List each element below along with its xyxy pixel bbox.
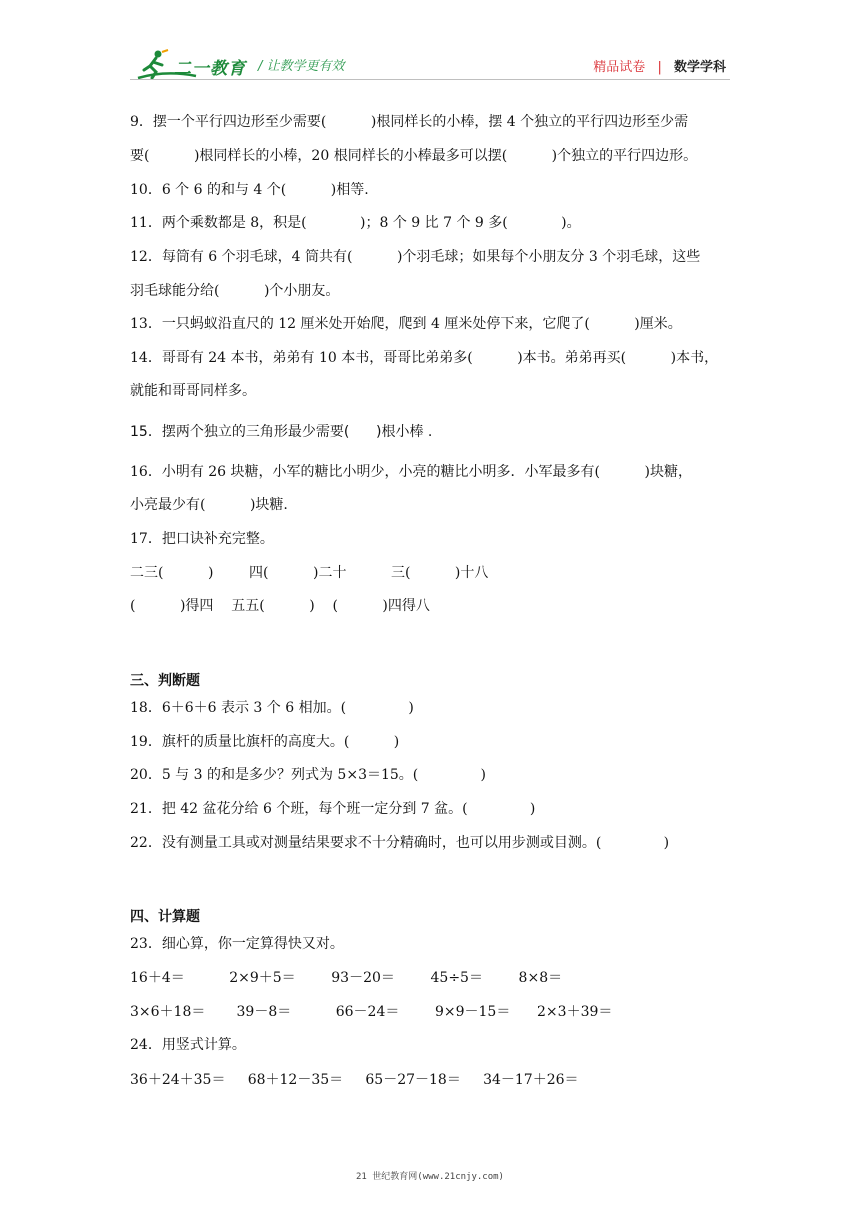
question-12-line1: 12．每筒有 6 个羽毛球，4 筒共有( )个羽毛球；如果每个小朋友分 3 个羽毛球，这些	[130, 249, 701, 265]
question-22: 22．没有测量工具或对测量结果要求不十分精确时，也可以用步测或目测。( )	[130, 835, 670, 851]
question-24: 24．用竖式计算。	[130, 1037, 246, 1053]
question-9-line1: 9．摆一个平行四边形至少需要( )根同样长的小棒，摆 4 个独立的平行四边形至少需	[130, 114, 689, 130]
tag-premium-paper: 精品试卷	[593, 60, 646, 75]
tag-separator: |	[657, 60, 662, 75]
question-23: 23．细心算，你一定算得快又对。	[130, 936, 344, 952]
question-14-line2: 就能和哥哥同样多。	[130, 383, 256, 399]
question-10: 10．6 个 6 的和与 4 个( )相等.	[130, 182, 369, 198]
page-header	[0, 0, 860, 90]
question-19: 19．旗杆的质量比旗杆的高度大。( )	[130, 734, 400, 750]
question-17-row1: 二三( ) 四( )二十 三( )十八	[130, 565, 489, 581]
question-12-line2: 羽毛球能分给( )个小朋友。	[130, 283, 340, 299]
question-20: 20．5 与 3 的和是多少？列式为 5×3＝15。( )	[130, 767, 487, 783]
question-17: 17．把口诀补充完整。	[130, 531, 274, 547]
question-16-line2: 小亮最少有( )块糖.	[130, 497, 288, 513]
brand-name: 二一教育	[174, 59, 246, 79]
section-heading-judge: 三、判断题	[130, 673, 200, 689]
question-18: 18．6＋6＋6 表示 3 个 6 相加。( )	[130, 700, 414, 716]
question-13: 13．一只蚂蚁沿直尺的 12 厘米处开始爬，爬到 4 厘米处停下来，它爬了( )厘米。	[130, 316, 682, 332]
question-9-line2: 要( )根同样长的小棒，20 根同样长的小棒最多可以摆( )个独立的平行四边形。	[130, 148, 698, 164]
question-17-row2: ( )得四 五五( ) ( )四得八	[130, 598, 430, 614]
header-divider	[130, 79, 730, 80]
question-11: 11．两个乘数都是 8，积是( )；8 个 9 比 7 个 9 多( )。	[130, 215, 581, 231]
slogan: / 让教学更有效	[258, 59, 345, 74]
question-24-row: 36＋24＋35＝ 68＋12－35＝ 65－27－18＝ 34－17＋26＝	[130, 1072, 579, 1088]
page-footer: 21 世纪教育网(www.21cnjy.com)	[356, 1172, 504, 1182]
section-heading-calc: 四、计算题	[130, 909, 200, 925]
question-21: 21．把 42 盆花分给 6 个班，每个班一定分到 7 盆。( )	[130, 801, 536, 817]
question-23-row1: 16＋4＝ 2×9＋5＝ 93－20＝ 45÷5＝ 8×8＝	[130, 970, 563, 986]
question-15: 15．摆两个独立的三角形最少需要( )根小棒 .	[130, 424, 433, 440]
tag-subject: 数学学科	[673, 60, 726, 75]
question-23-row2: 3×6＋18＝ 39－8＝ 66－24＝ 9×9－15＝ 2×3＋39＝	[130, 1004, 613, 1020]
question-16-line1: 16．小明有 26 块糖，小军的糖比小明少，小亮的糖比小明多．小军最多有( )块糖，	[130, 464, 692, 480]
question-14-line1: 14．哥哥有 24 本书，弟弟有 10 本书，哥哥比弟弟多( )本书。弟弟再买( )本书，	[130, 350, 719, 366]
header-tags	[593, 56, 726, 75]
